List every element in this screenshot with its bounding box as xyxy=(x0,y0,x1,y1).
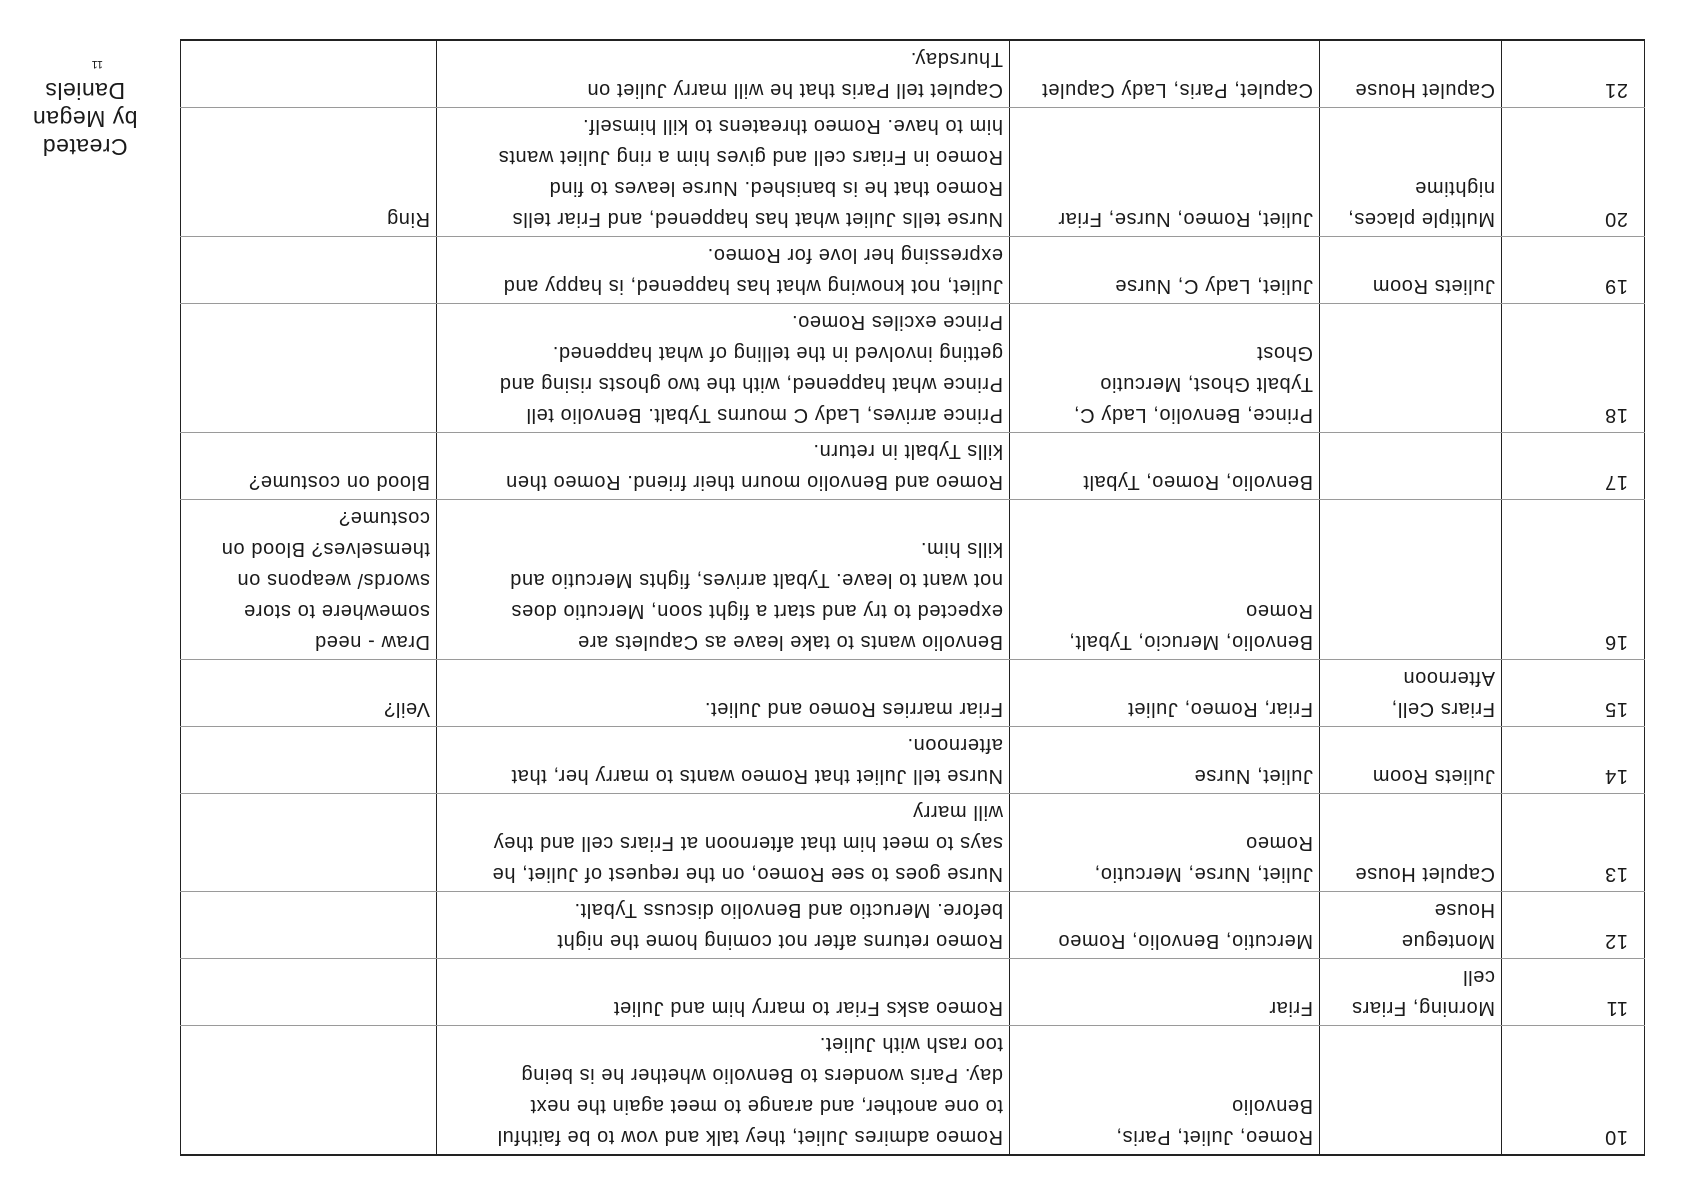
table-row xyxy=(181,892,1645,959)
description-cell: Nurse tells Juliet what has happened, and Friar tells Romeo that he is banished. Nurse leaves to find Romeo in Friars cell and gives him a ring Juliet wants him to have. Romeo threatens to kill himself. xyxy=(437,108,1010,237)
props-cell: Blood on costume? xyxy=(181,433,437,500)
props-cell xyxy=(181,304,437,433)
description-cell: Nurse goes to see Romeo, on the request of Juliet, he says to meet him that afternoon at Friars cell and they will marry xyxy=(437,794,1010,892)
scene-number-cell: 13 xyxy=(1502,794,1645,892)
characters-cell: Capulet, Paris, Lady Capulet xyxy=(1010,40,1320,108)
credit-line-1: Created xyxy=(42,134,128,160)
setting-cell xyxy=(1320,304,1502,433)
credit-line-2: by Megan xyxy=(32,106,138,132)
table-row xyxy=(181,237,1645,304)
setting-cell: Friars Cell, Afternoon xyxy=(1320,660,1502,727)
props-cell xyxy=(181,727,437,794)
description-cell: Friar marries Romeo and Juliet. xyxy=(437,660,1010,727)
characters-cell: Benvolio, Romeo, Tybalt xyxy=(1010,433,1320,500)
scene-number-cell: 15 xyxy=(1502,660,1645,727)
table-row xyxy=(181,500,1645,660)
setting-cell: Morning, Friars cell xyxy=(1320,959,1502,1026)
props-cell xyxy=(181,237,437,304)
scene-number-cell: 14 xyxy=(1502,727,1645,794)
table-row xyxy=(181,108,1645,237)
credit-line-3: Daniels xyxy=(44,78,126,104)
props-cell xyxy=(181,892,437,959)
setting-cell xyxy=(1320,433,1502,500)
page-number: 11 xyxy=(91,58,103,70)
props-cell: Draw - need somewhere to store swords/ weapons on themselves? Blood on costume? xyxy=(181,500,437,660)
characters-cell: Mercutio, Benvolio, Romeo xyxy=(1010,892,1320,959)
characters-cell: Friar, Romeo, Juliet xyxy=(1010,660,1320,727)
scene-breakdown-table xyxy=(180,39,1645,1156)
characters-cell: Juliet, Romeo, Nurse, Friar xyxy=(1010,108,1320,237)
props-cell xyxy=(181,794,437,892)
props-cell: Veil? xyxy=(181,660,437,727)
table-row xyxy=(181,727,1645,794)
table-row xyxy=(181,40,1645,108)
setting-cell: Capulet House xyxy=(1320,40,1502,108)
table-row xyxy=(181,1026,1645,1156)
setting-cell xyxy=(1320,1026,1502,1156)
scene-number-cell: 17 xyxy=(1502,433,1645,500)
description-cell: Capulet tell Paris that he will marry Juliet on Thursday. xyxy=(437,40,1010,108)
characters-cell: Juliet, Nurse, Mercutio, Romeo xyxy=(1010,794,1320,892)
description-cell: Prince arrives, Lady C mourns Tybalt. Benvolio tell Prince what happened, with the two ghosts rising and getting involved in the telling of what happened. Prince exciles Romeo. xyxy=(437,304,1010,433)
characters-cell: Juliet, Nurse xyxy=(1010,727,1320,794)
characters-cell: Prince, Benvolio, Lady C, Tybalt Ghost, Mercutio Ghost xyxy=(1010,304,1320,433)
scene-number-cell: 12 xyxy=(1502,892,1645,959)
description-cell: Romeo admires Juliet, they talk and vow to be faithful to one another, and arange to meet again the next day. Paris wonders to Benvolio whether he is being too rash with Juliet. xyxy=(437,1026,1010,1156)
table-row xyxy=(181,959,1645,1026)
setting-cell: Montegue House xyxy=(1320,892,1502,959)
setting-cell: Juliets Room xyxy=(1320,237,1502,304)
setting-cell: Juliets Room xyxy=(1320,727,1502,794)
author-credit xyxy=(10,77,160,161)
description-cell: Romeo asks Friar to marry him and Juliet xyxy=(437,959,1010,1026)
scene-number-cell: 16 xyxy=(1502,500,1645,660)
props-cell xyxy=(181,959,437,1026)
characters-cell: Benvolio, Merucio, Tybalt, Romeo xyxy=(1010,500,1320,660)
scene-number-cell: 10 xyxy=(1502,1026,1645,1156)
setting-cell: Capulet House xyxy=(1320,794,1502,892)
table-row xyxy=(181,433,1645,500)
scene-number-cell: 20 xyxy=(1502,108,1645,237)
props-cell xyxy=(181,40,437,108)
scene-number-cell: 19 xyxy=(1502,237,1645,304)
table-row xyxy=(181,794,1645,892)
setting-cell: Multiple places, nightime xyxy=(1320,108,1502,237)
props-cell: Ring xyxy=(181,108,437,237)
description-cell: Nurse tell Juliet that Romeo wants to marry her, that afternoon. xyxy=(437,727,1010,794)
props-cell xyxy=(181,1026,437,1156)
table-row xyxy=(181,304,1645,433)
description-cell: Romeo returns after not coming home the night before. Meructio and Benvolio discuss Tybalt. xyxy=(437,892,1010,959)
description-cell: Benvolio wants to take leave as Capulets are expected to try and start a fight soon, Mercutio does not want to leave. Tybalt arrives, fights Mercutio and kills him. xyxy=(437,500,1010,660)
characters-cell: Romeo, Juliet, Paris, Benvolio xyxy=(1010,1026,1320,1156)
description-cell: Romeo and Benvolio mourn their friend. Romeo then kills Tybalt in return. xyxy=(437,433,1010,500)
scene-number-cell: 11 xyxy=(1502,959,1645,1026)
scene-number-cell: 21 xyxy=(1502,40,1645,108)
characters-cell: Juliet, Lady C, Nurse xyxy=(1010,237,1320,304)
characters-cell: Friar xyxy=(1010,959,1320,1026)
setting-cell xyxy=(1320,500,1502,660)
description-cell: Juliet, not knowing what has happened, is happy and expressing her love for Romeo. xyxy=(437,237,1010,304)
scene-number-cell: 18 xyxy=(1502,304,1645,433)
table-row xyxy=(181,660,1645,727)
